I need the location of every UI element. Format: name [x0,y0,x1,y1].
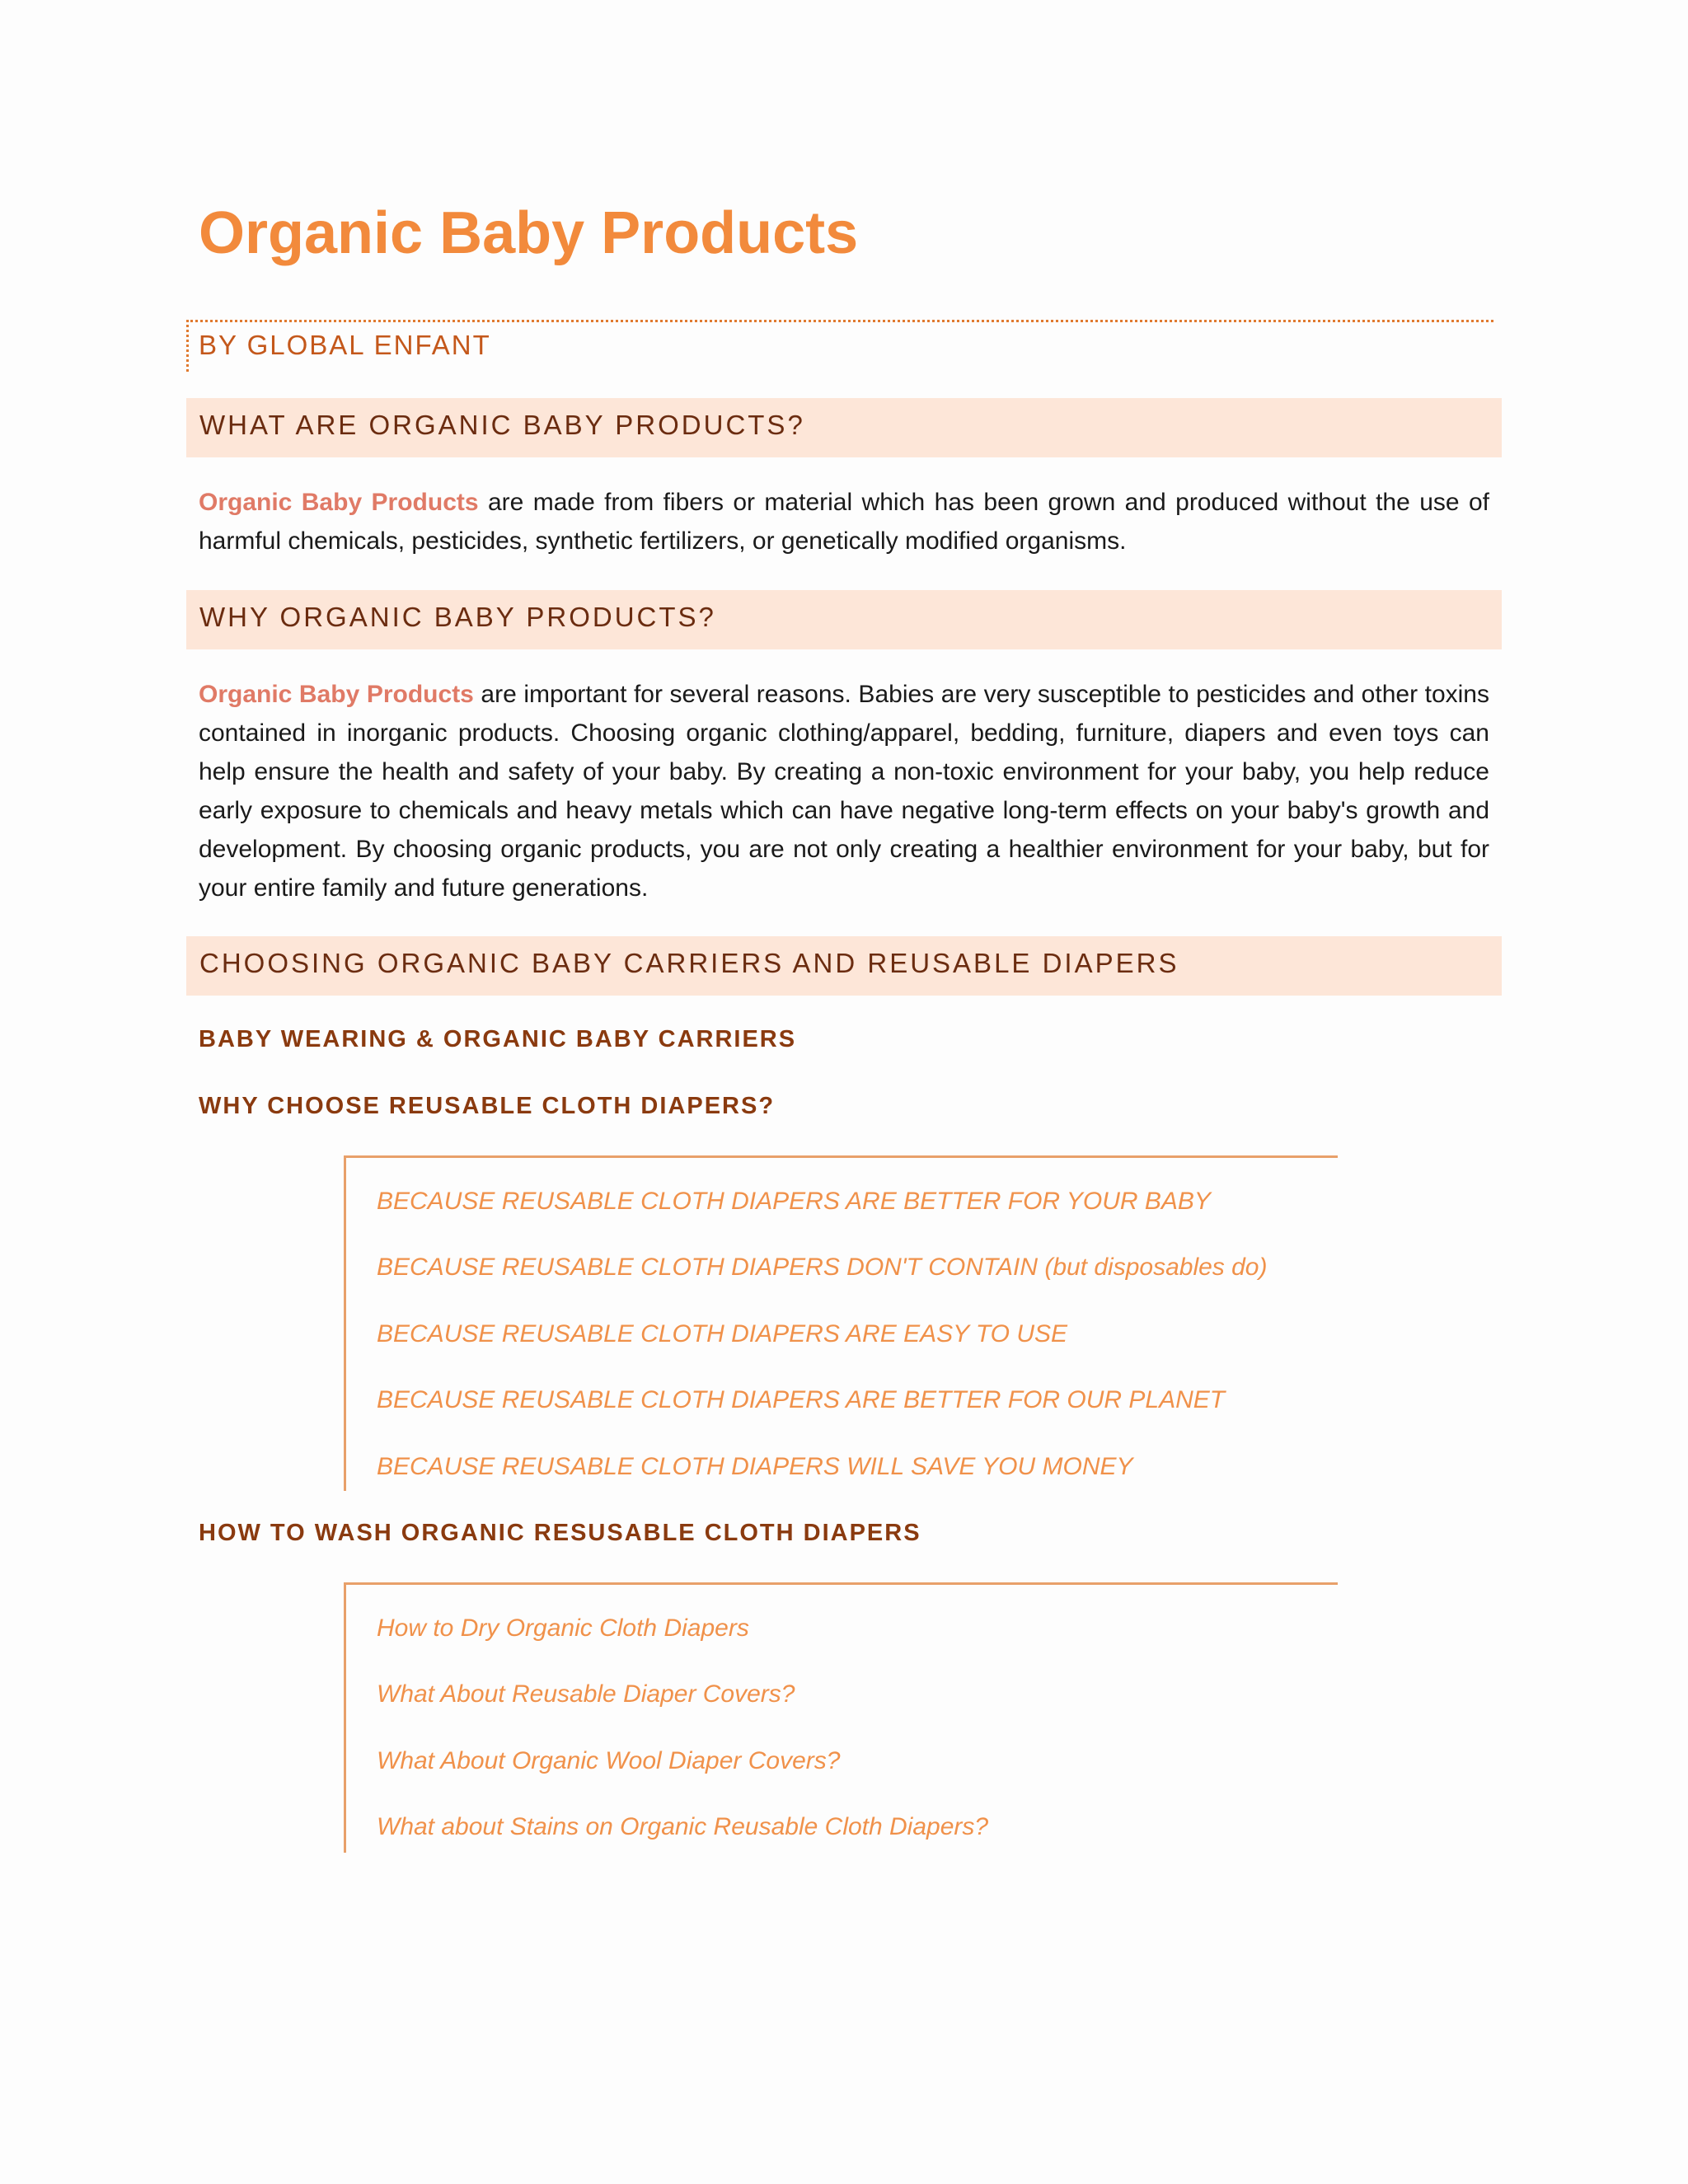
subheading-how-to-wash: HOW TO WASH ORGANIC RESUSABLE CLOTH DIAPERS [199,1520,921,1546]
section-heading-why [186,590,1502,649]
subheading-why-reusable: WHY CHOOSE REUSABLE CLOTH DIAPERS? [199,1093,776,1119]
paragraph-body: are important for several reasons. Babies are very susceptible to pesticides and other toxins contained in inorganic products. Choosing organic clothing/apparel, bedding, furniture, diapers and even toys can help ensure the health and safety of your baby. By creating a non-toxic environment for your baby, you help reduce early exposure to chemicals and heavy metals which can have negative long-term effects on your baby's growth and development. By choosing organic products, you are not only creating a healthier environment for your baby, but for your entire family and future generations. [199,681,1489,902]
page-title: Organic Baby Products [199,200,859,266]
reason-item: BECAUSE REUSABLE CLOTH DIAPERS ARE BETTER FOR YOUR BABY [377,1188,1211,1215]
section-heading-text: WHY ORGANIC BABY PRODUCTS? [199,602,716,632]
paragraph-why [199,675,1489,907]
washing-topic-item: What About Reusable Diaper Covers? [377,1680,795,1708]
section-heading-text: CHOOSING ORGANIC BABY CARRIERS AND REUSABLE DIAPERS [199,948,1179,978]
reason-item: BECAUSE REUSABLE CLOTH DIAPERS ARE BETTER FOR OUR PLANET [377,1386,1226,1413]
section-heading-what [186,398,1502,457]
paragraph-body: are made from fibers or material which has been grown and produced without the use of harmful chemicals, pesticides, synthetic fertilizers, or genetically modified organisms. [199,489,1489,555]
paragraph-lead: Organic Baby Products [199,681,474,708]
subheading-carriers: BABY WEARING & ORGANIC BABY CARRIERS [199,1026,797,1052]
section-heading-choosing [186,936,1502,996]
reason-item: BECAUSE REUSABLE CLOTH DIAPERS ARE EASY TO USE [377,1320,1068,1347]
reason-item: BECAUSE REUSABLE CLOTH DIAPERS DON'T CONTAIN (but disposables do) [377,1254,1268,1281]
washing-topic-item: What About Organic Wool Diaper Covers? [377,1747,841,1774]
washing-topic-item: What about Stains on Organic Reusable Cloth Diapers? [377,1813,989,1840]
reason-item: BECAUSE REUSABLE CLOTH DIAPERS WILL SAVE YOU MONEY [377,1453,1133,1480]
paragraph-lead: Organic Baby Products [199,489,479,516]
byline: BY GLOBAL ENFANT [199,330,491,360]
section-heading-text: WHAT ARE ORGANIC BABY PRODUCTS? [199,410,805,440]
washing-topic-item: How to Dry Organic Cloth Diapers [377,1615,749,1642]
paragraph-what [199,483,1489,560]
